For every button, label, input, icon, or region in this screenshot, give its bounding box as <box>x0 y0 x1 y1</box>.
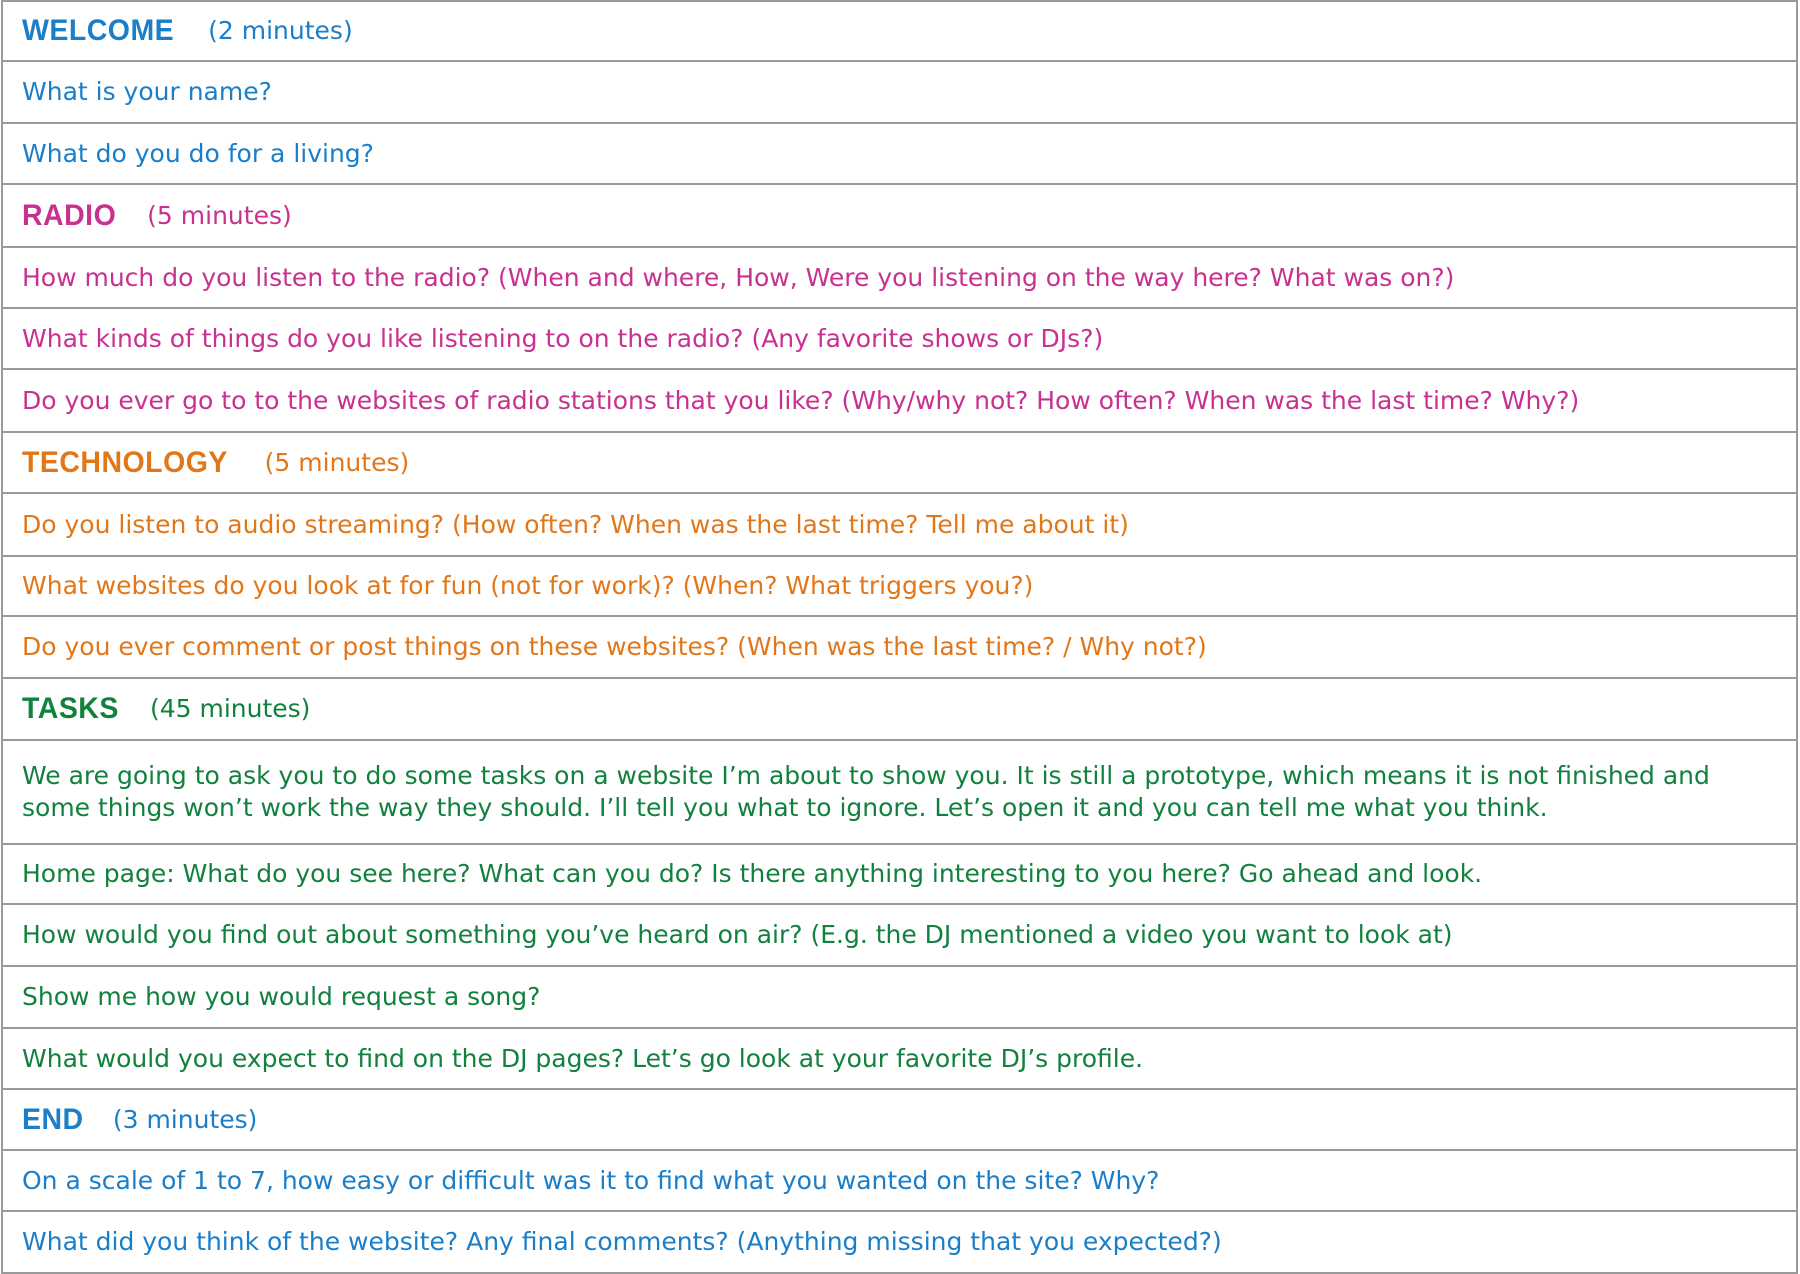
question-row <box>1 492 1798 557</box>
section-title: TECHNOLOGY <box>22 445 228 479</box>
section-title: END <box>22 1102 84 1136</box>
question-row <box>1 122 1798 185</box>
section-duration: (5 minutes) <box>147 200 292 230</box>
question-row <box>1 368 1798 433</box>
question-row <box>1 965 1798 1029</box>
question-row <box>1 843 1798 905</box>
question-text: What kinds of things do you like listening to on the radio? (Any favorite shows or DJs?) <box>22 323 1104 353</box>
question-text: Home page: What do you see here? What can you do? Is there anything interesting to you here? Go ahead and look. <box>22 859 1483 888</box>
question-text: What is your name? <box>22 77 272 106</box>
question-text: Do you ever go to to the websites of radio stations that you like? (Why/why not? How often? When was the last time? Why?) <box>22 385 1580 415</box>
question-row <box>1 615 1798 679</box>
question-row <box>1 1210 1798 1274</box>
question-text: We are going to ask you to do some tasks on a website I’m about to show you. It is still a prototype, which means it is not finished and some things won’t work the way they should. I’ll tell you what to ignore. Let’s open it and you can tell me what you think. <box>22 761 1710 822</box>
section-heading-technology <box>1 431 1798 494</box>
section-heading-tasks <box>1 677 1798 741</box>
question-row <box>1 555 1798 617</box>
question-text: Do you ever comment or post things on these websites? (When was the last time? / Why not?) <box>22 632 1207 661</box>
section-heading-end <box>1 1088 1798 1151</box>
section-title: WELCOME <box>22 14 175 47</box>
section-heading-radio <box>1 183 1798 248</box>
question-text: Do you listen to audio streaming? (How often? When was the last time? Tell me about it) <box>22 509 1129 539</box>
question-row <box>1 1149 1798 1212</box>
question-text: What websites do you look at for fun (not for work)? (When? What triggers you?) <box>22 571 1034 600</box>
question-text: On a scale of 1 to 7, how easy or difficult was it to find what you wanted on the site? Why? <box>22 1165 1160 1195</box>
question-row <box>1 60 1798 124</box>
question-row <box>1 1027 1798 1090</box>
section-heading-welcome <box>1 0 1798 62</box>
question-text: What would you expect to find on the DJ pages? Let’s go look at your favorite DJ’s profile. <box>22 1043 1144 1073</box>
question-text: What did you think of the website? Any final comments? (Anything missing that you expected?) <box>22 1227 1222 1256</box>
section-duration: (2 minutes) <box>208 16 353 45</box>
question-row <box>1 246 1798 309</box>
section-duration: (5 minutes) <box>264 447 410 477</box>
question-text: How would you find out about something you’ve heard on air? (E.g. the DJ mentioned a video you want to look at) <box>22 920 1453 949</box>
section-title: RADIO <box>22 198 117 232</box>
section-duration: (3 minutes) <box>112 1104 258 1134</box>
question-row <box>1 307 1798 370</box>
question-row <box>1 903 1798 967</box>
section-title: TASKS <box>22 692 119 725</box>
question-text: Show me how you would request a song? <box>22 982 541 1011</box>
question-text: What do you do for a living? <box>22 138 374 168</box>
question-text: How much do you listen to the radio? (When and where, How, Were you listening on the way here? What was on?) <box>22 262 1455 292</box>
question-row <box>1 739 1798 845</box>
section-duration: (45 minutes) <box>149 694 311 723</box>
